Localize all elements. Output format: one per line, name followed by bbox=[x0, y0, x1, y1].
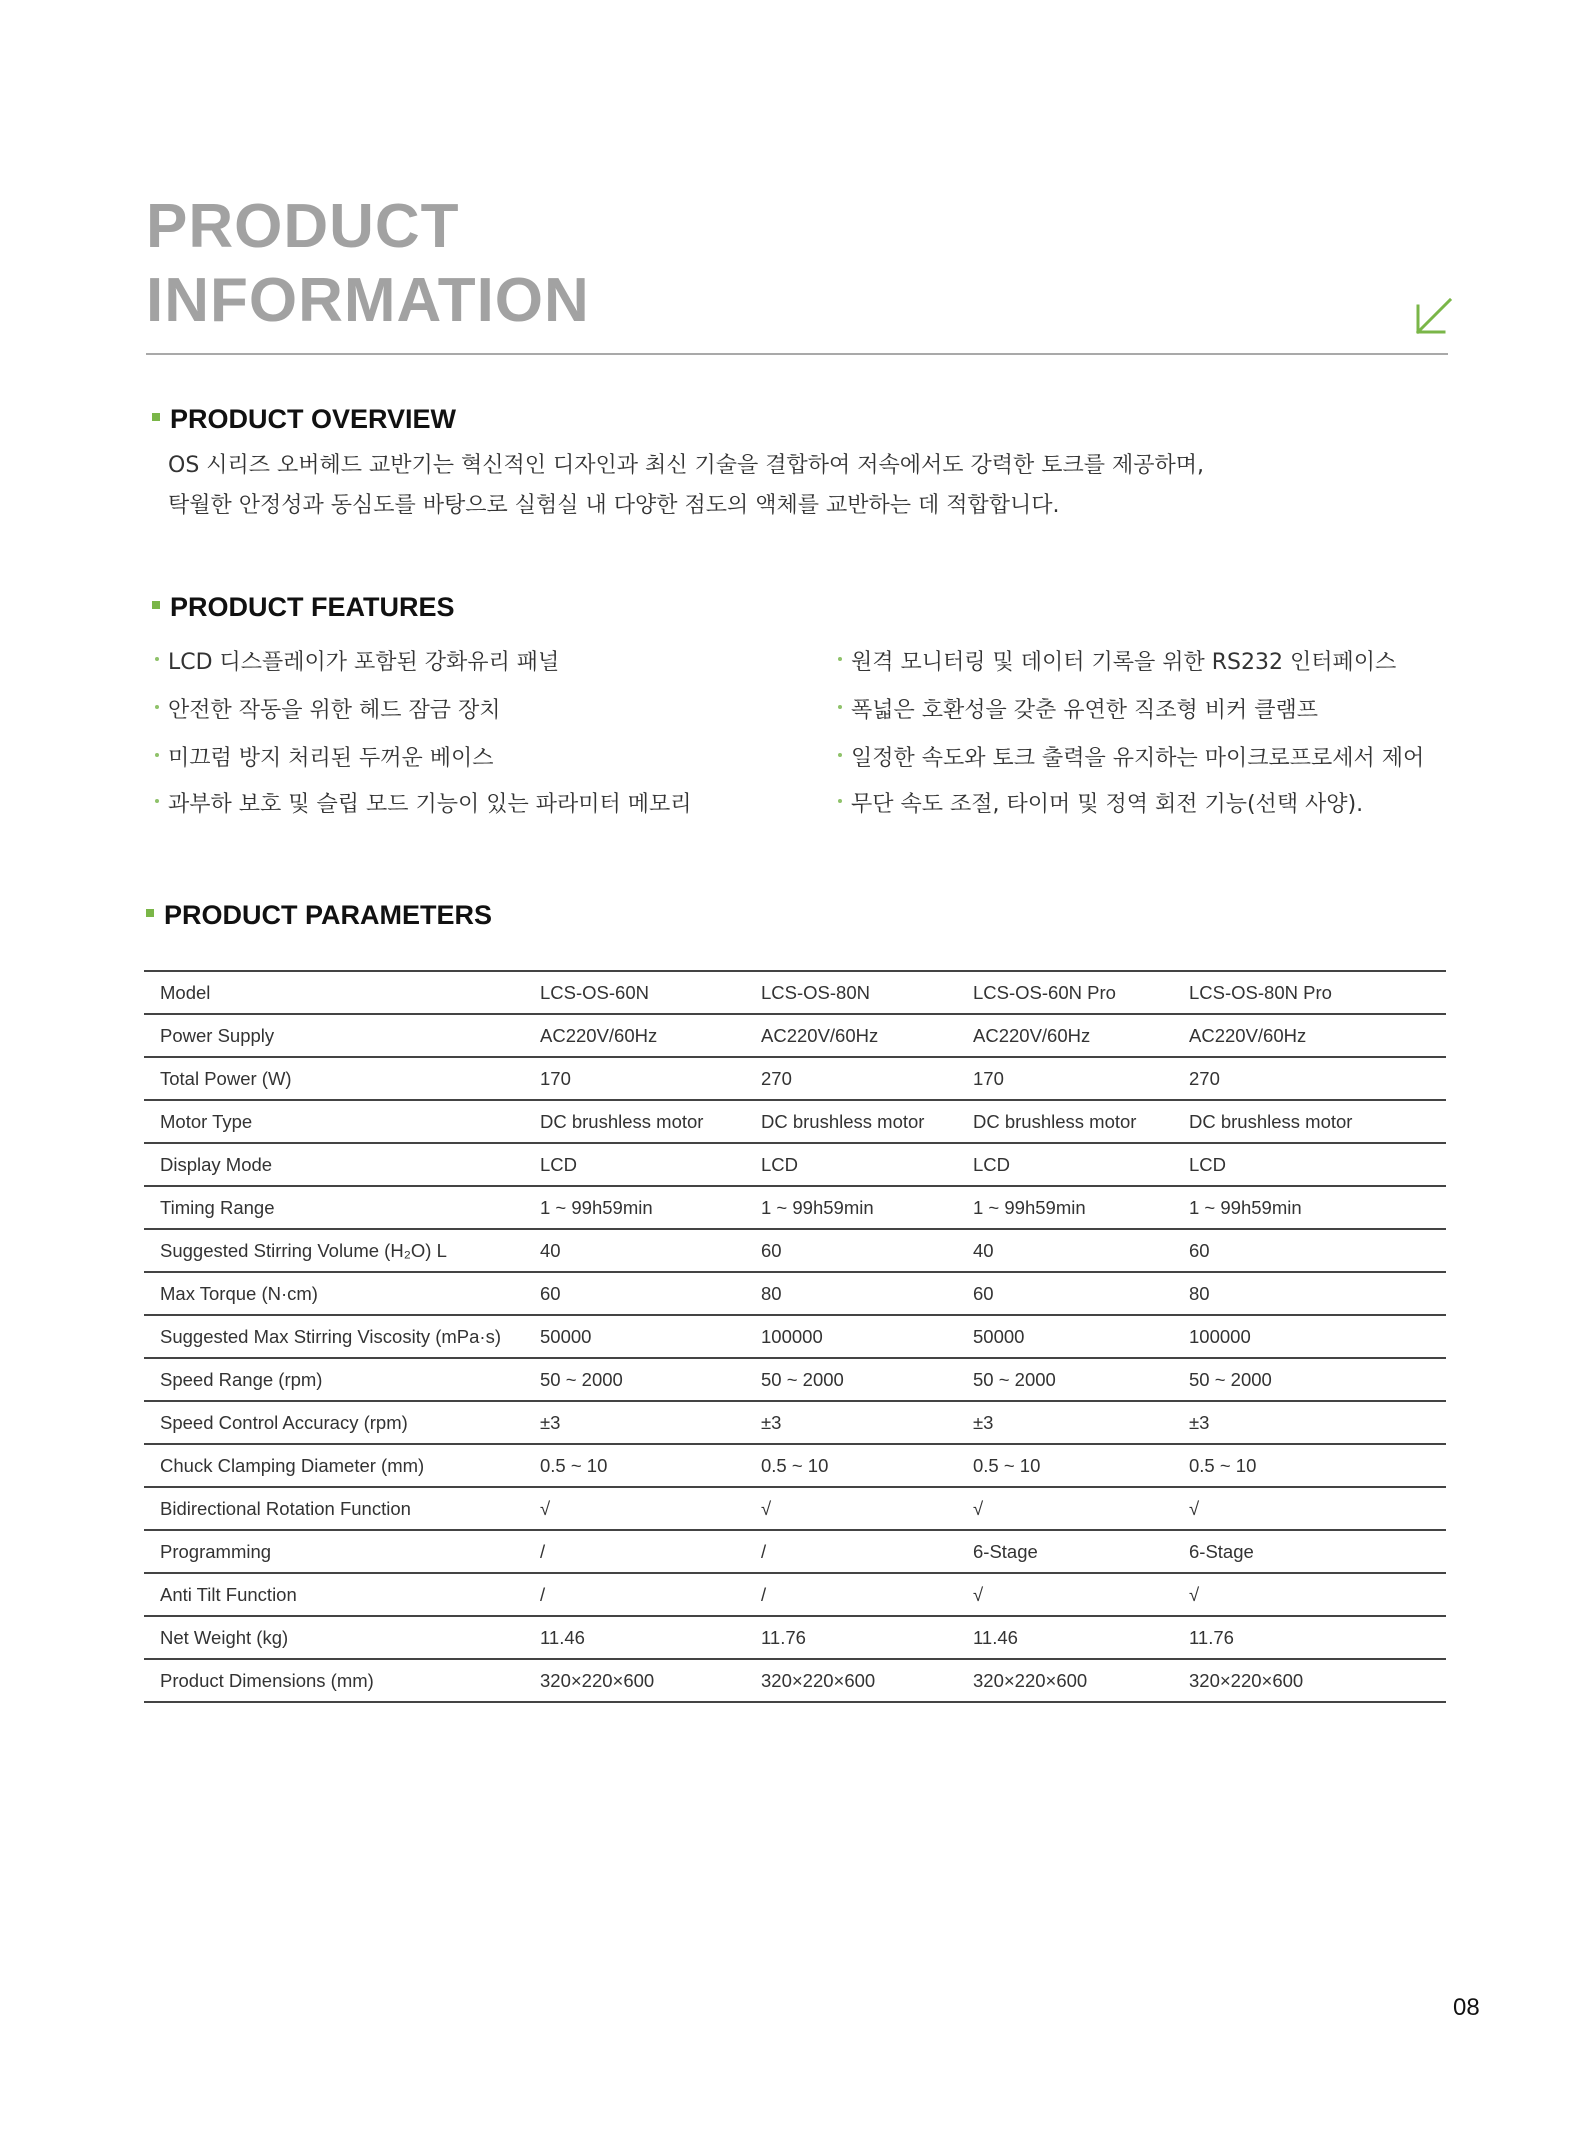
parameter-label-cell: Total Power (W) bbox=[144, 1057, 540, 1100]
feature-item bbox=[155, 648, 559, 678]
table-row bbox=[144, 1272, 1446, 1315]
bullet-dot bbox=[838, 705, 842, 709]
parameter-value-cell: ±3 bbox=[761, 1401, 973, 1444]
parameter-label-cell: Power Supply bbox=[144, 1014, 540, 1057]
feature-text: 미끄럼 방지 처리된 두꺼운 베이스 bbox=[168, 746, 494, 771]
parameter-value-cell: LCS-OS-60N Pro bbox=[973, 971, 1189, 1014]
parameter-label-cell: Max Torque (N·cm) bbox=[144, 1272, 540, 1315]
parameter-value-cell: 11.46 bbox=[973, 1616, 1189, 1659]
parameter-label-cell: Model bbox=[144, 971, 540, 1014]
table-row bbox=[144, 1401, 1446, 1444]
parameter-value-cell: 0.5 ~ 10 bbox=[973, 1444, 1189, 1487]
arrow-down-left-icon bbox=[1412, 294, 1456, 338]
parameter-value-cell: / bbox=[761, 1530, 973, 1573]
features-heading-text: PRODUCT FEATURES bbox=[170, 592, 455, 622]
overview-line-1: OS 시리즈 오버헤드 교반기는 혁신적인 디자인과 최신 기술을 결합하여 저속에서도 강력한 토크를 제공하며, bbox=[168, 453, 1205, 478]
table-row bbox=[144, 1014, 1446, 1057]
parameter-value-cell: √ bbox=[973, 1487, 1189, 1530]
feature-text: 과부하 보호 및 슬립 모드 기능이 있는 파라미터 메모리 bbox=[168, 792, 692, 817]
parameter-value-cell: 320×220×600 bbox=[973, 1659, 1189, 1702]
bullet-dot bbox=[155, 753, 159, 757]
parameter-value-cell: / bbox=[761, 1573, 973, 1616]
parameter-value-cell: 50 ~ 2000 bbox=[761, 1358, 973, 1401]
heading-bullet bbox=[152, 413, 160, 421]
parameter-value-cell: 50000 bbox=[540, 1315, 761, 1358]
table-row bbox=[144, 1530, 1446, 1573]
table-row bbox=[144, 971, 1446, 1014]
parameter-value-cell: / bbox=[540, 1530, 761, 1573]
parameter-value-cell: √ bbox=[540, 1487, 761, 1530]
parameter-label-cell: Motor Type bbox=[144, 1100, 540, 1143]
parameter-value-cell: 170 bbox=[540, 1057, 761, 1100]
parameter-value-cell: LCS-OS-80N bbox=[761, 971, 973, 1014]
parameters-table bbox=[144, 970, 1446, 1703]
bullet-dot bbox=[838, 753, 842, 757]
parameter-value-cell: 50 ~ 2000 bbox=[1189, 1358, 1446, 1401]
parameter-value-cell: 320×220×600 bbox=[761, 1659, 973, 1702]
parameter-value-cell: 270 bbox=[761, 1057, 973, 1100]
parameter-value-cell: LCD bbox=[1189, 1143, 1446, 1186]
parameter-value-cell: LCS-OS-60N bbox=[540, 971, 761, 1014]
parameter-value-cell: 270 bbox=[1189, 1057, 1446, 1100]
parameter-label-cell: Suggested Max Stirring Viscosity (mPa·s) bbox=[144, 1315, 540, 1358]
heading-bullet bbox=[146, 909, 154, 917]
feature-text: 원격 모니터링 및 데이터 기록을 위한 RS232 인터페이스 bbox=[851, 650, 1397, 675]
parameter-value-cell: LCD bbox=[973, 1143, 1189, 1186]
parameter-value-cell: 11.76 bbox=[761, 1616, 973, 1659]
parameter-value-cell: 170 bbox=[973, 1057, 1189, 1100]
parameter-label-cell: Suggested Stirring Volume (H₂O) L bbox=[144, 1229, 540, 1272]
header-divider bbox=[146, 353, 1448, 355]
parameter-value-cell: 6-Stage bbox=[1189, 1530, 1446, 1573]
parameter-label-cell: Anti Tilt Function bbox=[144, 1573, 540, 1616]
parameter-value-cell: √ bbox=[973, 1573, 1189, 1616]
parameter-value-cell: ±3 bbox=[540, 1401, 761, 1444]
parameter-value-cell: LCS-OS-80N Pro bbox=[1189, 971, 1446, 1014]
table-row bbox=[144, 1315, 1446, 1358]
parameter-value-cell: 60 bbox=[1189, 1229, 1446, 1272]
parameter-value-cell: AC220V/60Hz bbox=[1189, 1014, 1446, 1057]
parameter-value-cell: AC220V/60Hz bbox=[973, 1014, 1189, 1057]
table-row bbox=[144, 1100, 1446, 1143]
parameter-value-cell: 11.46 bbox=[540, 1616, 761, 1659]
parameter-value-cell: 1 ~ 99h59min bbox=[973, 1186, 1189, 1229]
parameters-table-body bbox=[144, 971, 1446, 1702]
parameter-value-cell: 80 bbox=[1189, 1272, 1446, 1315]
parameters-heading-text: PRODUCT PARAMETERS bbox=[164, 900, 493, 930]
parameter-value-cell: 0.5 ~ 10 bbox=[761, 1444, 973, 1487]
parameter-value-cell: 60 bbox=[761, 1229, 973, 1272]
parameter-value-cell: 60 bbox=[540, 1272, 761, 1315]
parameter-value-cell: 40 bbox=[540, 1229, 761, 1272]
feature-text: 폭넓은 호환성을 갖춘 유연한 직조형 비커 클램프 bbox=[851, 698, 1319, 723]
parameter-value-cell: 50 ~ 2000 bbox=[973, 1358, 1189, 1401]
parameter-value-cell: 0.5 ~ 10 bbox=[540, 1444, 761, 1487]
parameter-value-cell: 0.5 ~ 10 bbox=[1189, 1444, 1446, 1487]
feature-item bbox=[838, 648, 1396, 678]
feature-text: 안전한 작동을 위한 헤드 잠금 장치 bbox=[168, 698, 501, 723]
table-row bbox=[144, 1358, 1446, 1401]
parameter-value-cell: DC brushless motor bbox=[761, 1100, 973, 1143]
table-row bbox=[144, 1573, 1446, 1616]
parameter-value-cell: 1 ~ 99h59min bbox=[540, 1186, 761, 1229]
parameter-label-cell: Speed Control Accuracy (rpm) bbox=[144, 1401, 540, 1444]
parameter-value-cell: √ bbox=[1189, 1573, 1446, 1616]
overview-heading bbox=[152, 402, 456, 436]
bullet-dot bbox=[155, 705, 159, 709]
parameter-value-cell: 100000 bbox=[1189, 1315, 1446, 1358]
table-row bbox=[144, 1444, 1446, 1487]
page-number: 08 bbox=[1453, 1994, 1480, 2021]
parameter-value-cell: 1 ~ 99h59min bbox=[1189, 1186, 1446, 1229]
parameter-value-cell: DC brushless motor bbox=[1189, 1100, 1446, 1143]
table-row bbox=[144, 1659, 1446, 1702]
table-row bbox=[144, 1616, 1446, 1659]
overview-heading-text: PRODUCT OVERVIEW bbox=[170, 404, 457, 434]
bullet-dot bbox=[155, 657, 159, 661]
page-title bbox=[146, 190, 590, 338]
bullet-dot bbox=[838, 657, 842, 661]
parameter-value-cell: √ bbox=[1189, 1487, 1446, 1530]
parameter-value-cell: 1 ~ 99h59min bbox=[761, 1186, 973, 1229]
parameter-value-cell: AC220V/60Hz bbox=[540, 1014, 761, 1057]
parameter-value-cell: 6-Stage bbox=[973, 1530, 1189, 1573]
feature-text: LCD 디스플레이가 포함된 강화유리 패널 bbox=[168, 650, 560, 675]
table-row bbox=[144, 1487, 1446, 1530]
parameter-label-cell: Chuck Clamping Diameter (mm) bbox=[144, 1444, 540, 1487]
parameter-value-cell: 80 bbox=[761, 1272, 973, 1315]
parameter-label-cell: Display Mode bbox=[144, 1143, 540, 1186]
parameter-value-cell: √ bbox=[761, 1487, 973, 1530]
table-row bbox=[144, 1229, 1446, 1272]
parameters-heading bbox=[146, 898, 492, 932]
parameter-value-cell: 11.76 bbox=[1189, 1616, 1446, 1659]
feature-item bbox=[838, 744, 1424, 774]
overview-line-2: 탁월한 안정성과 동심도를 바탕으로 실험실 내 다양한 점도의 액체를 교반하는 데 적합합니다. bbox=[168, 493, 1060, 518]
parameter-label-cell: Timing Range bbox=[144, 1186, 540, 1229]
parameter-value-cell: ±3 bbox=[1189, 1401, 1446, 1444]
overview-text bbox=[168, 446, 1268, 526]
parameter-label-cell: Bidirectional Rotation Function bbox=[144, 1487, 540, 1530]
table-row bbox=[144, 1143, 1446, 1186]
parameter-label-cell: Product Dimensions (mm) bbox=[144, 1659, 540, 1702]
parameter-value-cell: 320×220×600 bbox=[1189, 1659, 1446, 1702]
features-heading bbox=[152, 590, 455, 624]
heading-bullet bbox=[152, 601, 160, 609]
bullet-dot bbox=[155, 799, 159, 803]
bullet-dot bbox=[838, 799, 842, 803]
page-title-line-1: PRODUCT bbox=[146, 192, 460, 261]
parameter-value-cell: LCD bbox=[761, 1143, 973, 1186]
parameter-value-cell: 40 bbox=[973, 1229, 1189, 1272]
parameter-value-cell: DC brushless motor bbox=[973, 1100, 1189, 1143]
parameter-value-cell: 100000 bbox=[761, 1315, 973, 1358]
parameter-value-cell: DC brushless motor bbox=[540, 1100, 761, 1143]
feature-item bbox=[838, 790, 1363, 820]
parameter-value-cell: 50000 bbox=[973, 1315, 1189, 1358]
parameter-label-cell: Programming bbox=[144, 1530, 540, 1573]
feature-item bbox=[155, 790, 692, 820]
parameter-label-cell: Speed Range (rpm) bbox=[144, 1358, 540, 1401]
page-title-line-2: INFORMATION bbox=[146, 266, 590, 335]
feature-item bbox=[155, 696, 501, 726]
feature-item bbox=[155, 744, 494, 774]
feature-item bbox=[838, 696, 1318, 726]
feature-text: 무단 속도 조절, 타이머 및 정역 회전 기능(선택 사양). bbox=[851, 792, 1364, 817]
parameter-value-cell: ±3 bbox=[973, 1401, 1189, 1444]
parameter-label-cell: Net Weight (kg) bbox=[144, 1616, 540, 1659]
table-row bbox=[144, 1186, 1446, 1229]
parameter-value-cell: 320×220×600 bbox=[540, 1659, 761, 1702]
parameter-value-cell: LCD bbox=[540, 1143, 761, 1186]
parameter-value-cell: 50 ~ 2000 bbox=[540, 1358, 761, 1401]
parameter-value-cell: / bbox=[540, 1573, 761, 1616]
parameter-value-cell: 60 bbox=[973, 1272, 1189, 1315]
parameter-value-cell: AC220V/60Hz bbox=[761, 1014, 973, 1057]
table-row bbox=[144, 1057, 1446, 1100]
feature-text: 일정한 속도와 토크 출력을 유지하는 마이크로프로세서 제어 bbox=[851, 746, 1425, 771]
